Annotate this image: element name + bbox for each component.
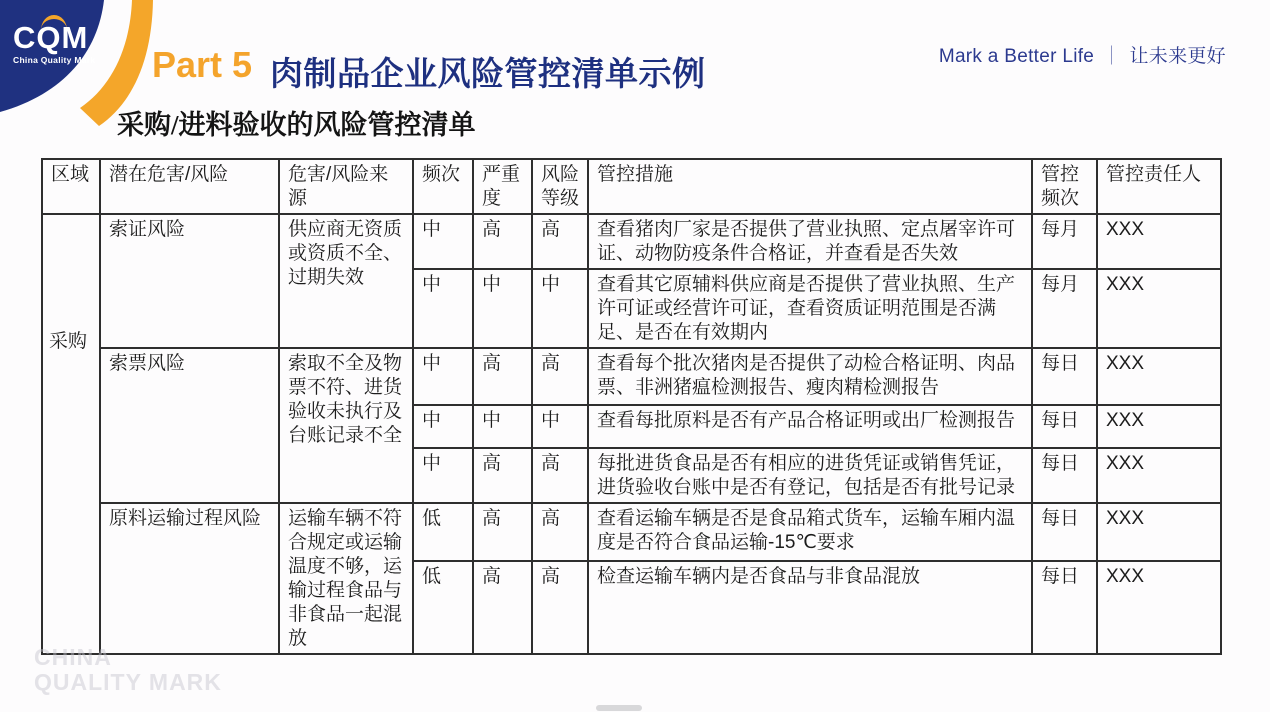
cell-risk-level: 中 <box>532 405 588 448</box>
cell-measure: 检查运输车辆内是否食品与非食品混放 <box>588 561 1032 654</box>
cell-owner: XXX <box>1097 214 1221 269</box>
cell-risk-level: 高 <box>532 561 588 654</box>
cell-owner: XXX <box>1097 269 1221 348</box>
cell-source: 运输车辆不符合规定或运输温度不够，运输过程食品与非食品一起混放 <box>279 503 413 654</box>
header-cell-control-frequency: 管控频次 <box>1032 159 1097 214</box>
cell-control-frequency: 每月 <box>1032 214 1097 269</box>
cell-risk-level: 中 <box>532 269 588 348</box>
header-cell-region: 区域 <box>42 159 100 214</box>
table-row <box>42 503 1221 561</box>
cell-control-frequency: 每日 <box>1032 503 1097 561</box>
cell-frequency: 中 <box>413 405 473 448</box>
cell-control-frequency: 每日 <box>1032 348 1097 405</box>
tagline <box>939 41 1226 68</box>
page-title: 肉制品企业风险管控清单示例 <box>270 55 706 92</box>
cell-severity: 中 <box>473 269 532 348</box>
watermark-line1: CHINA <box>34 644 112 670</box>
cell-frequency: 中 <box>413 348 473 405</box>
cell-measure: 查看运输车辆是否是食品箱式货车，运输车厢内温度是否符合食品运输-15℃要求 <box>588 503 1032 561</box>
cell-frequency: 低 <box>413 561 473 654</box>
logo-caption: China Quality Mark <box>13 55 96 65</box>
cell-hazard: 原料运输过程风险 <box>100 503 279 654</box>
cell-severity: 高 <box>473 214 532 269</box>
cell-frequency: 中 <box>413 448 473 503</box>
cell-measure: 查看其它原辅料供应商是否提供了营业执照、生产许可证或经营许可证，查看资质证明范围是否满足、是否在有效期内 <box>588 269 1032 348</box>
cell-owner: XXX <box>1097 405 1221 448</box>
watermark <box>34 645 222 695</box>
tagline-separator: ｜ <box>1102 46 1122 67</box>
part-label: Part 5 <box>152 44 253 85</box>
cell-control-frequency: 每日 <box>1032 561 1097 654</box>
logo-acronym: CQM <box>13 20 89 55</box>
cell-owner: XXX <box>1097 561 1221 654</box>
cell-owner: XXX <box>1097 448 1221 503</box>
cell-frequency: 中 <box>413 214 473 269</box>
tagline-zh: 让未来更好 <box>1129 46 1226 67</box>
cell-control-frequency: 每日 <box>1032 405 1097 448</box>
cell-frequency: 中 <box>413 269 473 348</box>
watermark-line2: QUALITY MARK <box>34 669 222 695</box>
cell-owner: XXX <box>1097 348 1221 405</box>
cell-severity: 高 <box>473 561 532 654</box>
header-cell-frequency: 频次 <box>413 159 473 214</box>
cell-hazard: 索证风险 <box>100 214 279 348</box>
cell-source: 供应商无资质或资质不全、过期失效 <box>279 214 413 348</box>
cell-frequency: 低 <box>413 503 473 561</box>
table-header-row <box>42 159 1221 214</box>
cell-measure: 查看每个批次猪肉是否提供了动检合格证明、肉品票、非洲猪瘟检测报告、瘦肉精检测报告 <box>588 348 1032 405</box>
cell-control-frequency: 每月 <box>1032 269 1097 348</box>
cell-risk-level: 高 <box>532 214 588 269</box>
header-cell-source: 危害/风险来源 <box>279 159 413 214</box>
cell-severity: 中 <box>473 405 532 448</box>
cell-source: 索取不全及物票不符、进货验收未执行及台账记录不全 <box>279 348 413 503</box>
tagline-en: Mark a Better Life <box>938 46 1095 67</box>
cell-measure: 每批进货食品是否有相应的进货凭证或销售凭证，进货验收台账中是否有登记，包括是否有批号记录 <box>588 448 1032 503</box>
header-cell-owner: 管控责任人 <box>1097 159 1221 214</box>
cell-severity: 高 <box>473 503 532 561</box>
bottom-handle <box>596 705 642 711</box>
cell-risk-level: 高 <box>532 348 588 405</box>
header-cell-severity: 严重度 <box>473 159 532 214</box>
cell-control-frequency: 每日 <box>1032 448 1097 503</box>
cell-region: 采购 <box>42 214 100 654</box>
risk-table <box>41 158 1222 655</box>
header-cell-measures: 管控措施 <box>588 159 1032 214</box>
section-subtitle: 采购/进料验收的风险管控清单 <box>117 110 476 140</box>
cell-measure: 查看每批原料是否有产品合格证明或出厂检测报告 <box>588 405 1032 448</box>
cell-measure: 查看猪肉厂家是否提供了营业执照、定点屠宰许可证、动物防疫条件合格证，并查看是否失效 <box>588 214 1032 269</box>
cell-severity: 高 <box>473 448 532 503</box>
cell-owner: XXX <box>1097 503 1221 561</box>
table-row <box>42 348 1221 405</box>
cell-hazard: 索票风险 <box>100 348 279 503</box>
table-row <box>42 214 1221 269</box>
cell-severity: 高 <box>473 348 532 405</box>
header-cell-risk-level: 风险等级 <box>532 159 588 214</box>
cell-risk-level: 高 <box>532 448 588 503</box>
header-cell-hazard: 潜在危害/风险 <box>100 159 279 214</box>
cell-risk-level: 高 <box>532 503 588 561</box>
